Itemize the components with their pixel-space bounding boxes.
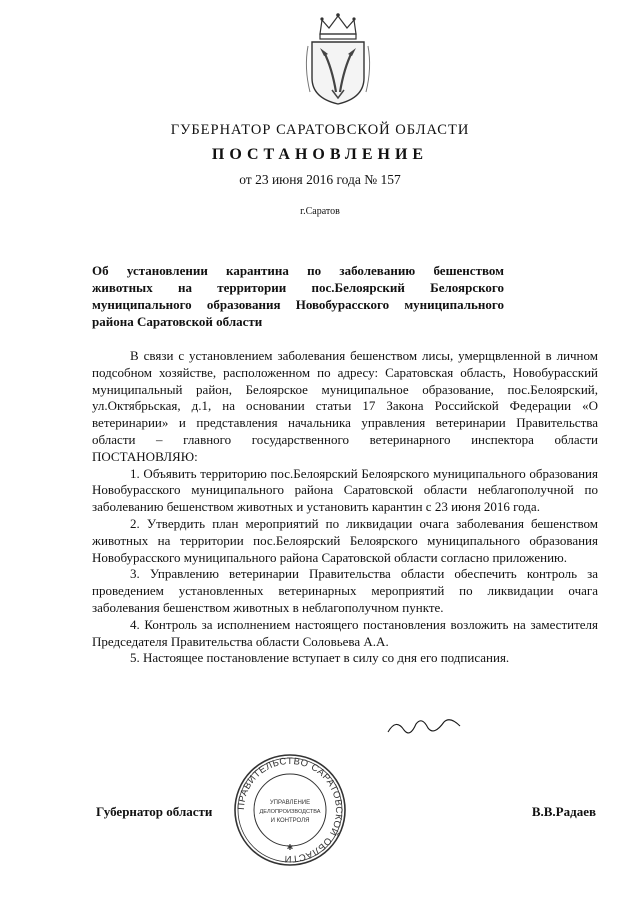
subject-line: муниципального образования Новобурасского муниципального — [92, 297, 504, 312]
body-paragraph-item-5: 5. Настоящее постановление вступает в силу со дня его подписания. — [130, 650, 510, 666]
svg-text:УПРАВЛЕНИЕ: УПРАВЛЕНИЕ — [269, 800, 311, 806]
body-paragraph-item-1: 1. Объявить территорию пос.Белоярский Белоярского муниципального образования Новобурасского муниципального района Саратовской области неблагополучной по заболеванию бешенством животных и установить карантин с 23 июня 2016 года. — [92, 465, 598, 515]
signatory-position: Губернатор области — [96, 804, 213, 819]
document-city: г.Саратов — [300, 206, 340, 217]
svg-text:ПРАВИТЕЛЬСТВО САРАТОВСКОЙ ОБЛА: ПРАВИТЕЛЬСТВО САРАТОВСКОЙ ОБЛАСТИ — [235, 755, 345, 865]
document-date-number: от 23 июня 2016 года № 157 — [239, 172, 401, 187]
subject-line: района Саратовской области — [92, 314, 263, 329]
subject-line: Об установлении карантина по заболеванию бешенством — [92, 263, 504, 278]
svg-text:✱: ✱ — [286, 843, 294, 852]
document-subject — [92, 262, 504, 330]
saratov-coat-of-arms-icon — [296, 8, 380, 108]
svg-text:ДЕЛОПРОИЗВОДСТВА: ДЕЛОПРОИЗВОДСТВА — [259, 809, 321, 815]
body-paragraph-item-4: 4. Контроль за исполнением настоящего постановления возложить на заместителя Председателя Правительства области Соловьева А.А. — [92, 616, 598, 649]
subject-line: животных на территории пос.Белоярский Белоярского — [92, 280, 504, 295]
body-paragraph-item-3: 3. Управлению ветеринарии Правительства области обеспечить контроль за проведением установленных ветеринарных мероприятий по ликвидации очага заболевания бешенством животных в неблагополучном пункте. — [92, 566, 598, 615]
body-paragraph-preamble: В связи с установлением заболевания бешенством лисы, умерщвленной в личном подсобном хозяйстве, расположенном по адресу: Саратовская область, Новобурасский муниципальный район, Белоярское муниципальное образование, пос.Белоярский, ул.Октябрьская, д.1, на основании статьи 17 Закона Российской Федерации «О ветеринарии» и представления начальника управления ветеринарии Правительства области – главного государственного ветеринарного инспектора области ПОСТАНОВЛЯЮ: — [92, 348, 598, 464]
official-stamp-seal — [232, 752, 348, 868]
svg-text:И КОНТРОЛЯ: И КОНТРОЛЯ — [270, 818, 310, 824]
document-type: ПОСТАНОВЛЕНИЕ — [211, 146, 429, 163]
document-body — [92, 348, 598, 667]
body-paragraph-item-2: 2. Утвердить план мероприятий по ликвидации очага заболевания бешенством животных на территории пос.Белоярский Белоярского муниципального образования Новобурасского муниципального района Саратовской области согласно приложению. — [92, 515, 598, 565]
signatory-name: В.В.Радаев — [531, 804, 596, 819]
government-title: ГУБЕРНАТОР САРАТОВСКОЙ ОБЛАСТИ — [170, 122, 470, 138]
handwritten-signature — [384, 714, 464, 740]
